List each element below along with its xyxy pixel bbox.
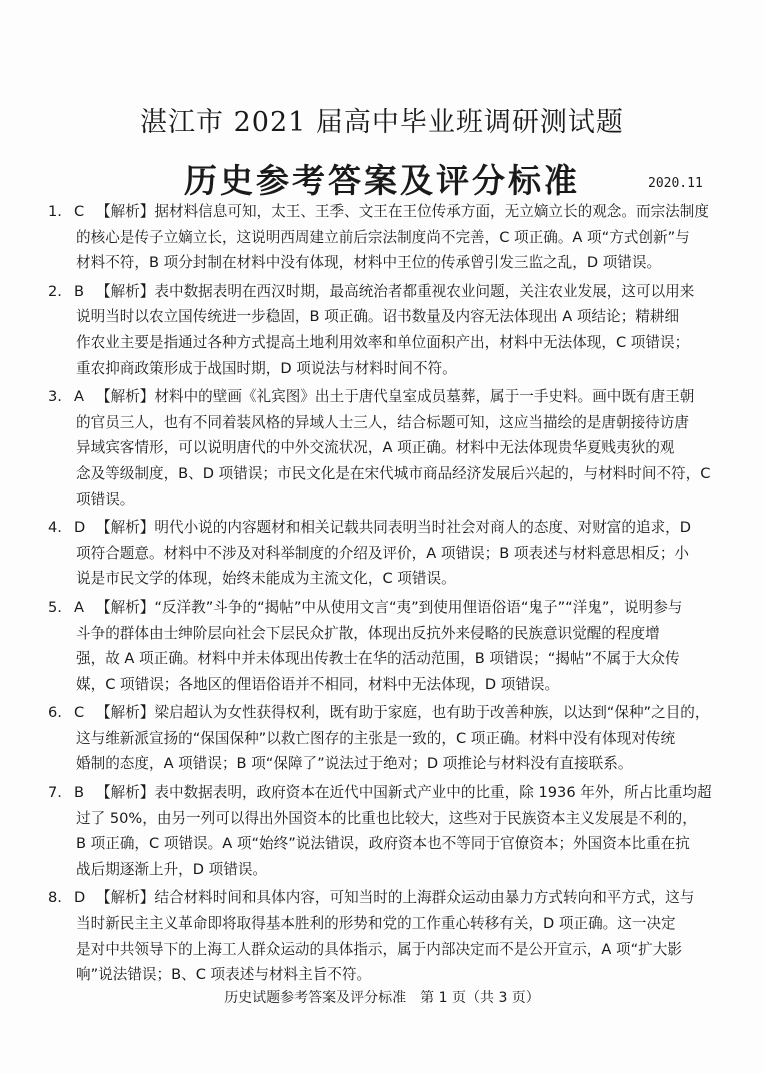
answer-line — [48, 885, 738, 911]
question-number: 8. — [48, 889, 62, 907]
answer-text: 结合材料时间和具体内容，可知当时的上海群众运动由暴力方式转向和平方式，这与 — [154, 889, 695, 907]
answer-text: 念及等级制度，B、D 项错误；市民文化是在宋代城市商品经济发展后兴起的，与材料时间不符，C — [76, 464, 711, 482]
answer-list — [48, 199, 738, 991]
question-number: 4. — [48, 519, 62, 537]
analysis-tag: 【解析】 — [96, 889, 155, 907]
answer-line — [48, 857, 738, 883]
answer-letter: B — [74, 282, 85, 300]
question-number: 1. — [48, 203, 62, 220]
answer-line — [48, 487, 738, 513]
answer-line — [48, 356, 738, 382]
analysis-tag: 【解析】 — [96, 784, 155, 802]
question-number: 7. — [48, 784, 62, 802]
answer-letter: B — [74, 784, 85, 802]
analysis-tag: 【解析】 — [96, 388, 155, 406]
answer-line — [48, 435, 738, 461]
answer-line — [48, 330, 738, 356]
answer-text: 强，故 A 项正确。材料中并未体现出传教士在华的活动范围，B 项错误；“揭帖”不属于大众传 — [76, 650, 680, 668]
answer-text: 表中数据表明在西汉时期，最高统治者都重视农业问题，关注农业发展，这可以用来 — [154, 282, 695, 300]
answer-item — [48, 199, 738, 276]
analysis-tag: 【解析】 — [96, 598, 155, 616]
answer-line — [48, 515, 738, 541]
answer-letter: A — [74, 598, 84, 616]
answer-line — [48, 541, 738, 567]
answer-text: 异域宾客情形，可以说明唐代的中外交流状况，A 项正确。材料中无法体现贵华夏贱夷狄的观 — [76, 439, 675, 457]
answer-text: 明代小说的内容题材和相关记载共同表明当时社会对商人的态度、对财富的追求，D — [154, 519, 692, 537]
answer-letter: D — [74, 889, 86, 907]
answer-text: 媒，C 项错误；各地区的俚语俗语并不相同，材料中无法体现，D 项错误。 — [76, 675, 560, 693]
answer-letter: D — [74, 519, 86, 537]
question-number: 3. — [48, 388, 62, 406]
answer-item — [48, 515, 738, 592]
question-number: 2. — [48, 282, 62, 300]
answer-text: 材料中的壁画《礼宾图》出土于唐代皇室成员墓葬，属于一手史料。画中既有唐王朝 — [154, 388, 695, 406]
document-date: 2020.11 — [648, 176, 703, 191]
answer-text: 当时新民主主义革命即将取得基本胜利的形势和党的工作重心转移有关，D 项正确。这一决定 — [76, 915, 676, 933]
answer-line — [48, 595, 738, 621]
answer-line — [48, 962, 738, 988]
answer-line — [48, 751, 738, 777]
answer-letter: C — [74, 704, 85, 722]
answer-text: 这与维新派宣扬的“保国保种”以救亡图存的主张是一致的，C 项正确。材料中没有体现对传统 — [76, 729, 676, 747]
answer-line — [48, 831, 738, 857]
answer-text: 的核心是传子立嫡立长，这说明西周建立前后宗法制度尚不完善，C 项正确。A 项“方式创新”与 — [76, 228, 690, 246]
answer-letter: A — [74, 388, 84, 406]
answer-line — [48, 726, 738, 752]
answer-item — [48, 780, 738, 882]
answer-item — [48, 595, 738, 697]
answer-text: 重农抑商政策形成于战国时期，D 项说法与材料时间不符。 — [76, 359, 457, 377]
page-footer: 历史试题参考答案及评分标准 第 1 页（共 3 页） — [224, 990, 540, 1006]
answer-item — [48, 279, 738, 381]
answer-line — [48, 700, 738, 726]
answer-line — [48, 806, 738, 832]
answer-line — [48, 384, 738, 410]
analysis-tag: 【解析】 — [96, 704, 155, 722]
answer-text: 梁启超认为女性获得权利，既有助于家庭，也有助于改善种族，以达到“保种”之目的， — [154, 704, 710, 722]
answer-line — [48, 621, 738, 647]
answer-text: 响”说法错误；B、C 项表述与材料主旨不符。 — [76, 966, 372, 984]
answer-item — [48, 885, 738, 987]
answer-text: “反洋教”斗争的“揭帖”中从使用文言“夷”到使用俚语俗语“鬼子”“洋鬼”，说明参与 — [154, 598, 683, 616]
answer-text: 据材料信息可知，太王、王季、文王在王位传承方面，无立嫡立长的观念。而宗法制度 — [154, 203, 709, 220]
answer-text: 表中数据表明，政府资本在近代中国新式产业中的比重，除 1936 年外，所占比重均超 — [154, 784, 712, 802]
document-title: 历史参考答案及评分标准 — [184, 161, 580, 200]
analysis-tag: 【解析】 — [96, 203, 155, 220]
answer-line — [48, 937, 738, 963]
exam-title: 湛江市 2021 届高中毕业班调研测试题 — [140, 107, 624, 138]
question-number: 6. — [48, 704, 62, 722]
answer-text: 是对中共领导下的上海工人群众运动的具体指示，属于内部决定而不是公开宣示，A 项“扩大影 — [76, 940, 682, 958]
analysis-tag: 【解析】 — [96, 282, 155, 300]
answer-text: B 项正确，C 项错误。A 项“始终”说法错误，政府资本也不等同于官僚资本；外国资本比重在抗 — [76, 835, 690, 853]
answer-line — [48, 304, 738, 330]
answer-line — [48, 199, 738, 225]
answer-text: 婚制的态度，A 项错误；B 项“保障了”说法过于绝对；D 项推论与材料没有直接联系。 — [76, 755, 633, 773]
answer-text: 作农业主要是指通过各种方式提高土地利用效率和单位面积产出，材料中无法体现，C 项错误； — [76, 333, 690, 351]
question-number: 5. — [48, 598, 62, 616]
answer-line — [48, 566, 738, 592]
answer-text: 的官员三人，也有不同着装风格的异域人士三人，结合标题可知，这应当描绘的是唐朝接待访唐 — [76, 413, 689, 431]
answer-item — [48, 384, 738, 512]
answer-line — [48, 410, 738, 436]
answer-text: 说明当时以农立国传统进一步稳固，B 项正确。诏书数量及内容无法体现出 A 项结论；精耕细 — [76, 308, 680, 326]
answer-text: 材料不符，B 项分封制在材料中没有体现，材料中王位的传承曾引发三监之乱，D 项错误。 — [76, 254, 662, 272]
answer-text: 战后期逐渐上升，D 项错误。 — [76, 860, 268, 878]
answer-text: 说是市民文学的体现，始终未能成为主流文化，C 项错误。 — [76, 570, 456, 588]
answer-text: 斗争的群体由士绅阶层向社会下层民众扩散，体现出反抗外来侵略的民族意识觉醒的程度增 — [76, 624, 660, 642]
answer-item — [48, 700, 738, 777]
analysis-tag: 【解析】 — [96, 519, 155, 537]
answer-line — [48, 461, 738, 487]
answer-line — [48, 250, 738, 276]
answer-text: 项符合题意。材料中不涉及对科举制度的介绍及评价，A 项错误；B 项表述与材料意思相反；小 — [76, 544, 690, 562]
answer-letter: C — [74, 203, 85, 220]
answer-line — [48, 911, 738, 937]
answer-line — [48, 225, 738, 251]
answer-text: 过了 50%，由另一列可以得出外国资本的比重也比较大，这些对于民族资本主义发展是不利的， — [76, 809, 697, 827]
answer-line — [48, 646, 738, 672]
answer-line — [48, 672, 738, 698]
answer-text: 项错误。 — [76, 490, 135, 508]
answer-line — [48, 279, 738, 305]
answer-line — [48, 780, 738, 806]
